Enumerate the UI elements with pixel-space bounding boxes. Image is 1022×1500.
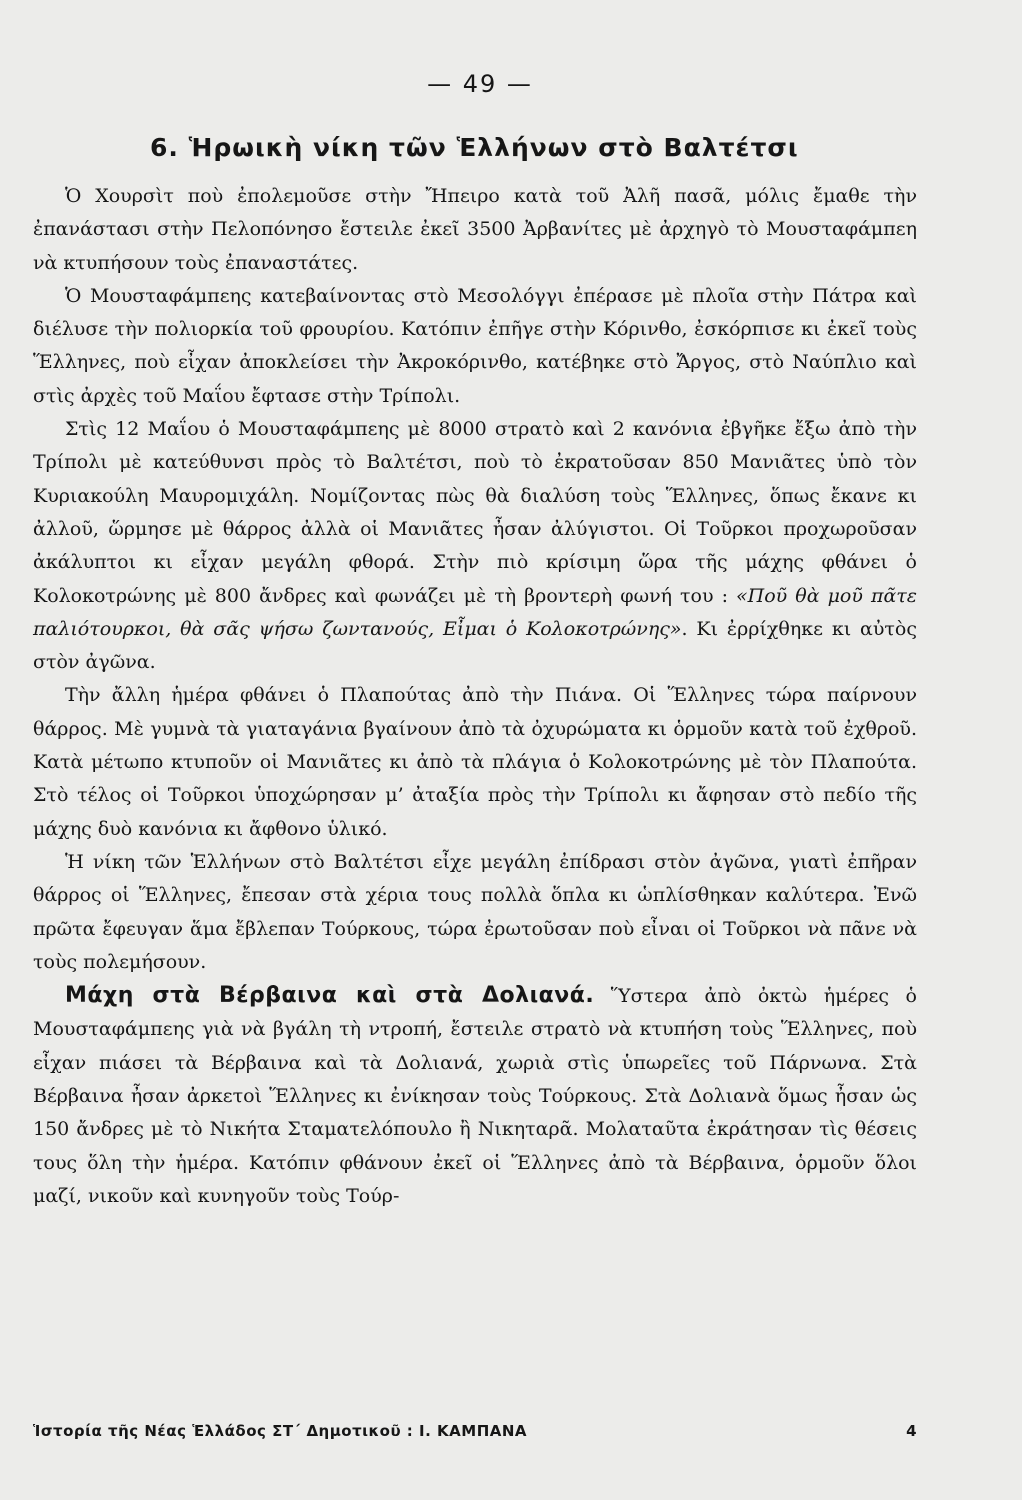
paragraph-3-ending: . Κι ἐρρίχθηκε κι αὐτὸς στὸν ἀγῶνα. bbox=[33, 617, 918, 674]
page-number: — 49 — bbox=[427, 70, 533, 98]
kolokotronis-quote: «Ποῦ θὰ μοῦ πᾶτε παλιότουρκοι, θὰ σᾶς ψήσω ζωντανούς, Εἶμαι ὁ Κολοκοτρώνης» bbox=[33, 584, 917, 640]
paragraph-3-text: Στὶς 12 Μαΐου ὁ Μουσταφάμπεης μὲ 8000 στρατὸ καὶ 2 κανόνια ἐβγῆκε ἔξω ἀπὸ τὴν Τρίπολι μὲ κατεύθυνσι πρὸς τὸ Βαλτέτσι, ποὺ τὸ ἐκρατοῦσαν 850 Μανιᾶτες ὑπὸ τὸν Κυριακούλη Μαυρομιχάλη. Νομίζοντας πὼς θὰ διαλύση τοὺς Ἕλληνες, ὅπως ἔκανε κι ἀλλοῦ, ὥρμησε μὲ θάρρος ἀλλὰ οἱ Μανιᾶτες ἦσαν ἀλύγιστοι. Οἱ Τοῦρκοι προχωροῦσαν ἀκάλυπτοι κι εἶχαν μεγάλη φθορά. Στὴν πιὸ κρίσιμη ὥρα τῆς μάχης φθάνει ὁ Κολοκοτρώνης μὲ 800 ἄνδρες καὶ φωνάζει μὲ τὴ βροντερὴ φωνή του : bbox=[33, 418, 917, 607]
sheet-number: 4 bbox=[906, 1422, 917, 1440]
paragraph-6 bbox=[33, 979, 917, 1213]
paragraph-6-text: Ὕστερα ἀπὸ ὀκτὼ ἡμέρες ὁ Μουσταφάμπεης γιὰ νὰ βγάλη τὴ ντροπή, ἔστειλε στρατὸ νὰ κτυπήση τοὺς Ἕλληνες, ποὺ εἶχαν πιάσει τὰ Βέρβαινα καὶ τὰ Δολιανά, χωριὰ στὶς ὑπωρεῖες τοῦ Πάρνωνα. Στὰ Βέρβαινα ἦσαν ἀρκετοὶ Ἕλληνες κι ἐνίκησαν τοὺς Τούρκους. Στὰ Δολιανὰ ὅμως ἦσαν ὡς 150 ἄνδρες μὲ τὸ Νικήτα Σταματελόπουλο ἢ Νικηταρᾶ. Μολαταῦτα ἐκράτησαν τὶς θέσεις τους ὅλη τὴν ἡμέρα. Κατόπιν φθάνουν ἐκεῖ οἱ Ἕλληνες ἀπὸ τὰ Βέρβαινα, ὁρμοῦν ὅλοι μαζί, νικοῦν καὶ κυνηγοῦν τοὺς Τούρ- bbox=[33, 985, 917, 1207]
paragraph-4: Τὴν ἄλλη ἡμέρα φθάνει ὁ Πλαπούτας ἀπὸ τὴν Πιάνα. Οἱ Ἕλληνες τώρα παίρνουν θάρρος. Μὲ γυμνὰ τὰ γιαταγάνια βγαίνουν ἀπὸ τὰ ὀχυρώματα κι ὁρμοῦν κατὰ τοῦ ἐχθροῦ. Κατὰ μέτωπο κτυποῦν οἱ Μανιᾶτες κι ἀπὸ τὰ πλάγια ὁ Κολοκοτρώνης μὲ τὸν Πλαπούτα. Στὸ τέλος οἱ Τοῦρκοι ὑποχώρησαν μ’ ἀταξία πρὸς τὴν Τρίπολι κι ἄφησαν στὸ πεδίο τῆς μάχης δυὸ κανόνια κι ἄφθονο ὑλικό. bbox=[33, 684, 917, 840]
section-heading: Μάχη στὰ Βέρβαινα καὶ στὰ Δολιανά. bbox=[65, 983, 595, 1009]
paragraph-5: Ἡ νίκη τῶν Ἑλλήνων στὸ Βαλτέτσι εἶχε μεγάλη ἐπίδρασι στὸν ἀγῶνα, γιατὶ ἐπῆραν θάρρος οἱ Ἕλληνες, ἔπεσαν στὰ χέρια τους πολλὰ ὅπλα κι ὡπλίσθηκαν καλύτερα. Ἐνῶ πρῶτα ἔφευγαν ἅμα ἔβλεπαν Τούρκους, τώρα ἐρωτοῦσαν ποὺ εἶναι οἱ Τοῦρκοι νὰ πᾶνε νὰ τοὺς πολεμήσουν. bbox=[33, 850, 917, 973]
chapter-title: 6. Ἡρωικὴ νίκη τῶν Ἑλλήνων στὸ Βαλτέτσι bbox=[150, 133, 799, 162]
paragraph-3 bbox=[33, 413, 917, 679]
paragraph-2: Ὁ Μουσταφάμπεης κατεβαίνοντας στὸ Μεσολόγγι ἐπέρασε μὲ πλοῖα στὴν Πάτρα καὶ διέλυσε τὴν πολιορκία τοῦ φρουρίου. Κατόπιν ἐπῆγε στὴν Κόρινθο, ἐσκόρπισε κι ἐκεῖ τοὺς Ἕλληνες, ποὺ εἶχαν ἀποκλείσει τὴν Ἀκροκόρινθο, κατέβηκε στὸ Ἄργος, στὸ Ναύπλιο καὶ στὶς ἀρχὲς τοῦ Μαΐου ἔφτασε στὴν Τρίπολι. bbox=[33, 284, 917, 407]
footer-signature: Ἱστορία τῆς Νέας Ἑλλάδος ΣΤ΄ Δημοτικοῦ : Ι. ΚΑΜΠΑΝΑ bbox=[33, 1422, 528, 1440]
paragraph-1: Ὁ Χουρσὶτ ποὺ ἐπολεμοῦσε στὴν Ἤπειρο κατὰ τοῦ Ἀλῆ πασᾶ, μόλις ἔμαθε τὴν ἐπανάστασι στὴν Πελοπόνησο ἔστειλε ἐκεῖ 3500 Ἀρβανίτες μὲ ἀρχηγὸ τὸ Μουσταφάμπεη νὰ κτυπήσουν τοὺς ἐπαναστάτες. bbox=[33, 185, 917, 274]
body-text bbox=[33, 180, 917, 1213]
